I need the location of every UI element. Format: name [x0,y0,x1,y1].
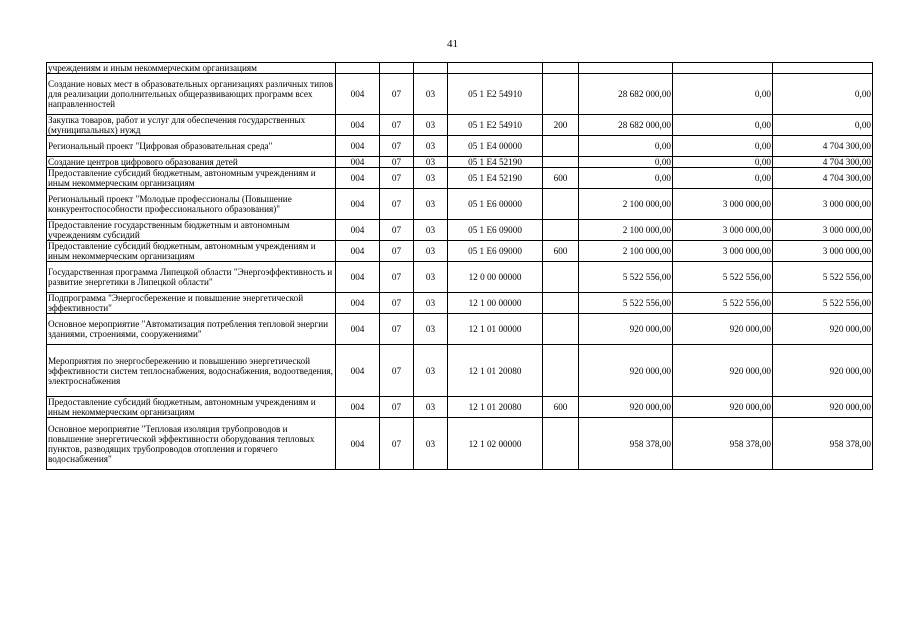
amount-year1-cell: 2 100 000,00 [579,220,673,241]
table-row [47,345,873,397]
row-name-cell: Закупка товаров, работ и услуг для обеспечения государственных (муниципальных) нужд [47,115,336,136]
amount-year3-cell: 920 000,00 [773,397,873,418]
table-row [47,63,873,74]
amount-year2-cell [673,63,773,74]
amount-year1-cell: 0,00 [579,168,673,189]
table-row [47,397,873,418]
expense-type-cell [543,418,579,470]
section-code-cell: 07 [380,241,414,262]
target-article-cell [448,63,543,74]
ved-code-cell: 004 [336,189,380,220]
amount-year3-cell: 4 704 300,00 [773,157,873,168]
row-name-cell: Создание новых мест в образовательных организациях различных типов для реализации дополнительных общеразвивающих программ всех направленностей [47,74,336,115]
amount-year1-cell: 958 378,00 [579,418,673,470]
amount-year1-cell: 0,00 [579,157,673,168]
budget-table [46,62,873,470]
target-article-cell: 05 1 E6 00000 [448,189,543,220]
table-row [47,220,873,241]
target-article-cell: 05 1 E4 52190 [448,157,543,168]
amount-year3-cell: 5 522 556,00 [773,293,873,314]
section-code-cell: 07 [380,293,414,314]
amount-year2-cell: 0,00 [673,115,773,136]
subsection-code-cell: 03 [414,168,448,189]
row-name-cell: Предоставление субсидий бюджетным, автономным учреждениям и иным некоммерческим организациям [47,397,336,418]
row-name-cell: Основное мероприятие "Тепловая изоляция трубопроводов и повышение энергетической эффективности оборудования тепловых пунктов, разводящих трубопроводов отопления и горячего водоснабжения" [47,418,336,470]
amount-year1-cell: 0,00 [579,136,673,157]
table-row [47,136,873,157]
amount-year3-cell: 4 704 300,00 [773,136,873,157]
amount-year2-cell: 3 000 000,00 [673,189,773,220]
ved-code-cell: 004 [336,220,380,241]
expense-type-cell: 600 [543,168,579,189]
target-article-cell: 12 1 01 20080 [448,397,543,418]
section-code-cell: 07 [380,189,414,220]
row-name-cell: Основное мероприятие "Автоматизация потребления тепловой энергии зданиями, строениями, сооружениями" [47,314,336,345]
amount-year3-cell: 5 522 556,00 [773,262,873,293]
expense-type-cell [543,262,579,293]
amount-year2-cell: 5 522 556,00 [673,293,773,314]
section-code-cell: 07 [380,157,414,168]
subsection-code-cell: 03 [414,157,448,168]
target-article-cell: 12 1 01 20080 [448,345,543,397]
target-article-cell: 12 0 00 00000 [448,262,543,293]
expense-type-cell [543,157,579,168]
amount-year3-cell: 0,00 [773,74,873,115]
row-name-cell: Предоставление субсидий бюджетным, автономным учреждениям и иным некоммерческим организациям [47,241,336,262]
ved-code-cell: 004 [336,157,380,168]
subsection-code-cell: 03 [414,189,448,220]
amount-year1-cell: 5 522 556,00 [579,262,673,293]
target-article-cell: 05 1 E4 52190 [448,168,543,189]
table-row [47,115,873,136]
expense-type-cell [543,345,579,397]
ved-code-cell: 004 [336,168,380,189]
amount-year1-cell: 2 100 000,00 [579,241,673,262]
amount-year2-cell: 920 000,00 [673,345,773,397]
section-code-cell: 07 [380,220,414,241]
amount-year1-cell: 2 100 000,00 [579,189,673,220]
amount-year3-cell: 920 000,00 [773,345,873,397]
expense-type-cell: 200 [543,115,579,136]
subsection-code-cell: 03 [414,136,448,157]
subsection-code-cell [414,63,448,74]
row-name-cell: учреждениям и иным некоммерческим организациям [47,63,336,74]
amount-year1-cell: 920 000,00 [579,314,673,345]
table-row [47,157,873,168]
target-article-cell: 05 1 E6 09000 [448,241,543,262]
amount-year2-cell: 3 000 000,00 [673,241,773,262]
subsection-code-cell: 03 [414,314,448,345]
ved-code-cell: 004 [336,418,380,470]
ved-code-cell: 004 [336,293,380,314]
section-code-cell: 07 [380,115,414,136]
expense-type-cell [543,293,579,314]
amount-year1-cell [579,63,673,74]
row-name-cell: Предоставление государственным бюджетным и автономным учреждениям субсидий [47,220,336,241]
expense-type-cell [543,136,579,157]
row-name-cell: Государственная программа Липецкой области "Энергоэффективность и развитие энергетики в Липецкой области" [47,262,336,293]
amount-year2-cell: 0,00 [673,136,773,157]
subsection-code-cell: 03 [414,241,448,262]
ved-code-cell: 004 [336,345,380,397]
expense-type-cell [543,220,579,241]
target-article-cell: 05 1 E4 00000 [448,136,543,157]
amount-year1-cell: 920 000,00 [579,397,673,418]
amount-year3-cell [773,63,873,74]
table-row [47,293,873,314]
section-code-cell: 07 [380,262,414,293]
amount-year2-cell: 0,00 [673,157,773,168]
expense-type-cell: 600 [543,397,579,418]
ved-code-cell: 004 [336,241,380,262]
table-row [47,241,873,262]
amount-year3-cell: 3 000 000,00 [773,189,873,220]
amount-year2-cell: 0,00 [673,168,773,189]
expense-type-cell [543,74,579,115]
amount-year3-cell: 3 000 000,00 [773,220,873,241]
amount-year2-cell: 3 000 000,00 [673,220,773,241]
amount-year3-cell: 3 000 000,00 [773,241,873,262]
target-article-cell: 05 1 E6 09000 [448,220,543,241]
section-code-cell: 07 [380,345,414,397]
section-code-cell: 07 [380,136,414,157]
amount-year2-cell: 958 378,00 [673,418,773,470]
row-name-cell: Региональный проект "Цифровая образовательная среда" [47,136,336,157]
table-row [47,74,873,115]
subsection-code-cell: 03 [414,418,448,470]
amount-year1-cell: 28 682 000,00 [579,115,673,136]
table-row [47,418,873,470]
subsection-code-cell: 03 [414,220,448,241]
table-row [47,262,873,293]
amount-year1-cell: 5 522 556,00 [579,293,673,314]
row-name-cell: Мероприятия по энергосбережению и повышению энергетической эффективности систем теплоснабжения, водоснабжения, водоотведения, электроснабжения [47,345,336,397]
table-body [47,63,873,470]
row-name-cell: Региональный проект "Молодые профессионалы (Повышение конкурентоспособности профессионального образования)" [47,189,336,220]
subsection-code-cell: 03 [414,262,448,293]
subsection-code-cell: 03 [414,345,448,397]
subsection-code-cell: 03 [414,293,448,314]
amount-year2-cell: 5 522 556,00 [673,262,773,293]
row-name-cell: Предоставление субсидий бюджетным, автономным учреждениям и иным некоммерческим организациям [47,168,336,189]
expense-type-cell [543,63,579,74]
amount-year2-cell: 0,00 [673,74,773,115]
amount-year2-cell: 920 000,00 [673,314,773,345]
section-code-cell: 07 [380,418,414,470]
amount-year3-cell: 4 704 300,00 [773,168,873,189]
amount-year1-cell: 28 682 000,00 [579,74,673,115]
amount-year3-cell: 0,00 [773,115,873,136]
target-article-cell: 12 1 00 00000 [448,293,543,314]
ved-code-cell: 004 [336,314,380,345]
subsection-code-cell: 03 [414,397,448,418]
table-row [47,314,873,345]
target-article-cell: 12 1 02 00000 [448,418,543,470]
section-code-cell: 07 [380,74,414,115]
row-name-cell: Подпрограмма "Энергосбережение и повышение энергетической эффективности" [47,293,336,314]
ved-code-cell [336,63,380,74]
amount-year3-cell: 920 000,00 [773,314,873,345]
target-article-cell: 05 1 E2 54910 [448,74,543,115]
page-number: 41 [447,38,458,50]
ved-code-cell: 004 [336,115,380,136]
subsection-code-cell: 03 [414,115,448,136]
section-code-cell: 07 [380,314,414,345]
amount-year3-cell: 958 378,00 [773,418,873,470]
target-article-cell: 12 1 01 00000 [448,314,543,345]
section-code-cell: 07 [380,397,414,418]
table-row [47,189,873,220]
subsection-code-cell: 03 [414,74,448,115]
expense-type-cell [543,189,579,220]
section-code-cell [380,63,414,74]
table-row [47,168,873,189]
amount-year2-cell: 920 000,00 [673,397,773,418]
row-name-cell: Создание центров цифрового образования детей [47,157,336,168]
section-code-cell: 07 [380,168,414,189]
ved-code-cell: 004 [336,74,380,115]
ved-code-cell: 004 [336,397,380,418]
ved-code-cell: 004 [336,136,380,157]
expense-type-cell [543,314,579,345]
ved-code-cell: 004 [336,262,380,293]
expense-type-cell: 600 [543,241,579,262]
target-article-cell: 05 1 E2 54910 [448,115,543,136]
amount-year1-cell: 920 000,00 [579,345,673,397]
